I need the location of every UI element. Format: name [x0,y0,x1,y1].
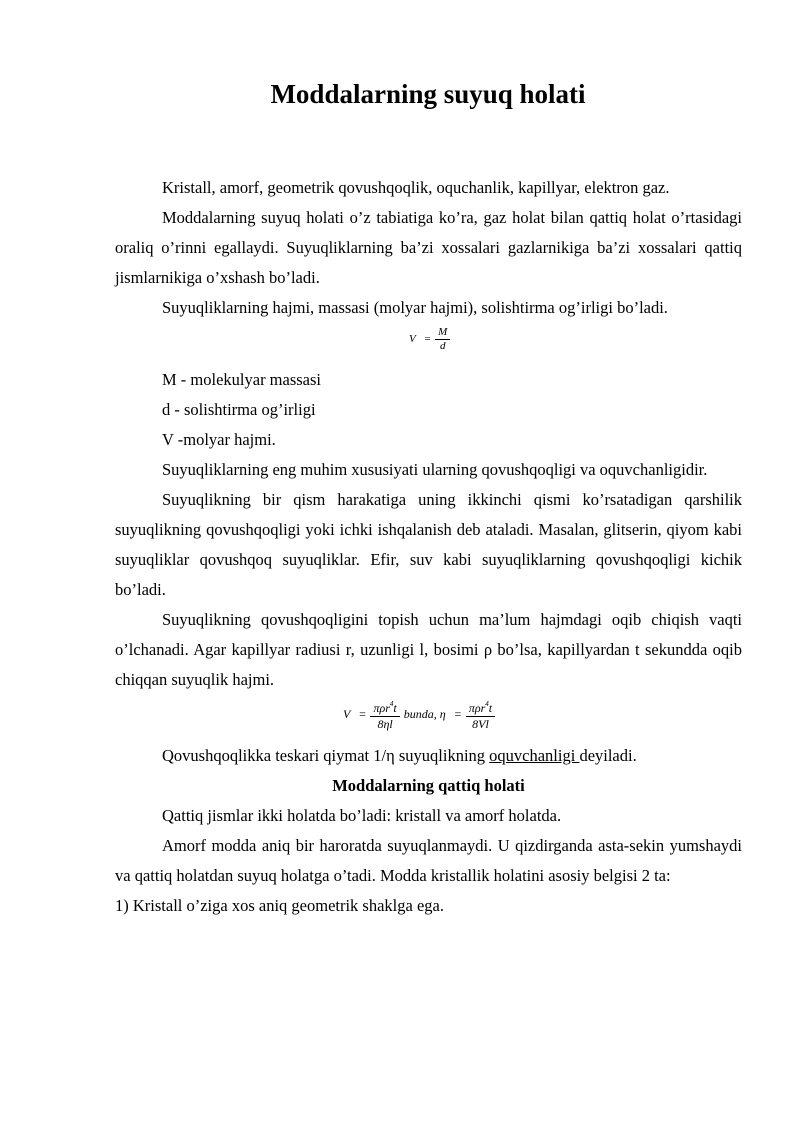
page-title: Moddalarning suyuq holati [270,79,586,109]
formula-equals: = [423,333,432,345]
fluidity-text-before: Qovushqoqlikka teskari qiymat 1/η suyuqlikning [162,746,490,765]
formula2-fraction-1 [370,697,399,732]
keywords-paragraph: Kristall, amorf, geometrik qovushqoqlik, oquchanlik, kapillyar, elektron gaz. [162,178,670,197]
definition-m: M - molekulyar massasi [162,370,322,389]
crystal-list-item-1: 1) Kristall o’ziga xos aniq geometrik shaklga ega. [115,896,444,915]
formula2-num1-base: πρr [373,701,390,715]
formula-numerator: M [435,326,450,340]
viscosity-definition-paragraph: Suyuqlikning bir qism harakatiga uning ikkinchi qismi ko’rsatadigan qarshilik suyuqlikning qovushqoqligi yoki ichki ishqalanish deb ataladi. Masalan, glitserin, qiyom kabi suyuqliklar qovushqoq suyuqliklar. Efir, suv kabi suyuqliklarning qovushqoqligi kichik bo’ladi. [115,490,742,599]
formula2-den2: 8Vl [472,717,489,731]
formula2-lhs: V [343,707,351,721]
measurement-paragraph: Suyuqlikning qovushqoqligini topish uchun ma’lum hajmdagi oqib chiqish vaqti o’lchanadi. Agar kapillyar radiusi r, uzunligi l, bosimi ρ bo’lsa, kapillyardan t sekundda oqib chiqqan suyuqlik hajmi. [115,610,742,689]
solid-states-paragraph: Qattiq jismlar ikki holatda bo’ladi: kristall va amorf holatda. [162,806,562,825]
formula2-num1-t: t [393,701,397,715]
formula-lhs: V [409,333,416,345]
formula2-middle: bunda, η [403,707,446,721]
viscosity-paragraph: Suyuqliklarning eng muhim xususiyati ularning qovushqoqligi va oquvchanligidir. [162,460,708,479]
formula2-num1-exp: 4 [389,700,394,708]
section-subtitle: Moddalarning qattiq holati [332,776,525,795]
fluidity-paragraph [115,741,742,771]
definition-d: d - solishtirma og’irligi [162,400,316,419]
fluidity-text-after: deyiladi. [579,746,637,765]
formula2-num2-exp: 4 [485,700,489,708]
formula2-fraction-2 [466,697,495,732]
intro-paragraph: Moddalarning suyuq holati o’z tabiatiga ko’ra, gaz holat bilan qattiq holat o’rtasidagi oraliq o’rinni egallaydi. Suyuqliklarning ba’zi xossalari gazlarnikiga ba’zi xossalari qattiq jismlarnikiga o’xshash bo’ladi. [115,208,742,287]
amorphous-paragraph: Amorf modda aniq bir haroratda suyuqlanmaydi. U qizdirganda asta-sekin yumshaydi va qattiq holatdan suyuq holatga o’tadi. Modda kristallik holatini asosiy belgisi 2 ta: [115,836,742,885]
formula2-den1: 8ηl [377,717,393,731]
formula-fraction [435,326,450,353]
formula2-num2-t: t [488,701,493,715]
formula-denominator: d [440,340,446,352]
molar-volume-formula [115,323,742,365]
formula2-num2-base: πρr [468,701,486,715]
fluidity-link[interactable]: oquvchanligi [489,746,580,765]
formula2-equals-2: = [453,707,462,721]
properties-paragraph: Suyuqliklarning hajmi, massasi (molyar hajmi), solishtirma og’irligi bo’ladi. [162,298,668,317]
formula2-equals: = [358,707,367,721]
poiseuille-formula [115,695,742,741]
definition-v: V -molyar hajmi. [162,430,276,449]
document-body [115,173,742,921]
